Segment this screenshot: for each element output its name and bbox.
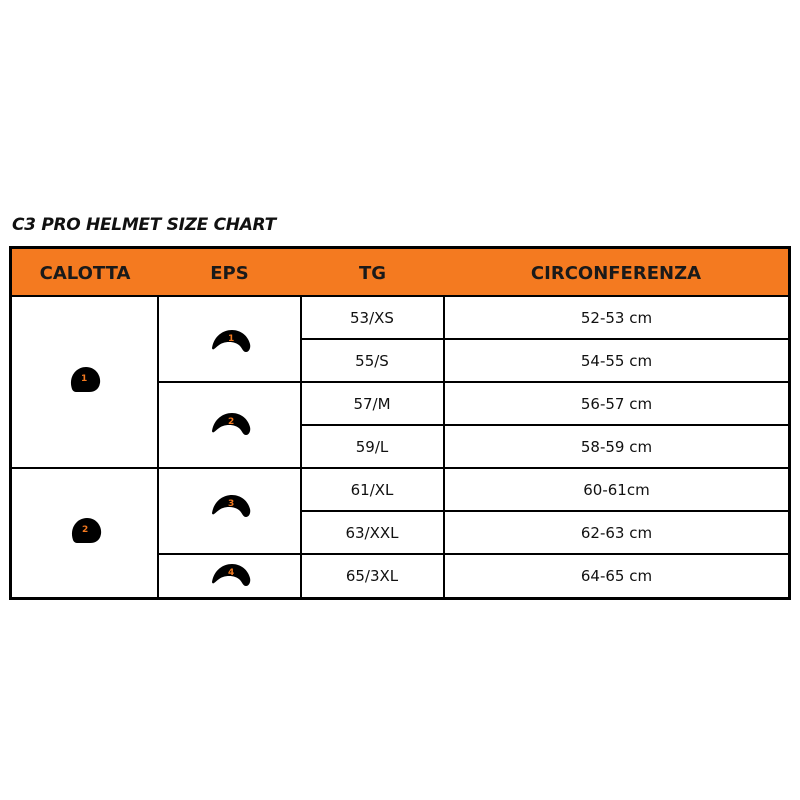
helmet-shell-icon: [69, 516, 103, 546]
shell-number: 2: [82, 525, 89, 535]
eps-number: 1: [228, 334, 235, 344]
helmet-shell-icon: [68, 365, 102, 395]
eps-number: 2: [228, 417, 235, 427]
eps-liner-icon: [210, 328, 252, 354]
header-eps: EPS: [210, 263, 249, 284]
divider: [301, 510, 788, 512]
eps-number: 3: [228, 499, 235, 509]
size-cell: 55/S: [355, 352, 389, 370]
circumference-cell: 54-55 cm: [580, 352, 653, 370]
eps-liner-icon: [210, 493, 252, 519]
circumference-cell: 58-59 cm: [580, 438, 653, 456]
size-table: [9, 246, 791, 600]
circumference-cell: 52-53 cm: [580, 309, 653, 327]
page-title: C3 PRO HELMET SIZE CHART: [12, 215, 276, 235]
circumference-cell: 64-65 cm: [580, 567, 653, 585]
divider: [12, 467, 788, 469]
circumference-cell: 62-63 cm: [580, 524, 653, 542]
header-tg: TG: [358, 263, 387, 284]
divider: [158, 553, 788, 555]
divider: [157, 297, 159, 597]
size-cell: 57/M: [353, 395, 391, 413]
eps-liner-icon: [210, 562, 252, 588]
header-circonferenza: CIRCONFERENZA: [530, 263, 702, 284]
header-calotta: CALOTTA: [39, 263, 131, 284]
eps-number: 4: [228, 568, 235, 578]
shell-number: 1: [81, 374, 88, 384]
circumference-cell: 60-61cm: [583, 481, 650, 499]
size-cell: 63/XXL: [345, 524, 399, 542]
divider: [301, 338, 788, 340]
table-header: [12, 249, 788, 297]
size-cell: 65/3XL: [345, 567, 399, 585]
size-cell: 53/XS: [350, 309, 394, 327]
circumference-cell: 56-57 cm: [580, 395, 653, 413]
size-cell: 59/L: [355, 438, 389, 456]
size-cell: 61/XL: [350, 481, 394, 499]
eps-liner-icon: [210, 411, 252, 437]
divider: [158, 381, 788, 383]
divider: [301, 424, 788, 426]
